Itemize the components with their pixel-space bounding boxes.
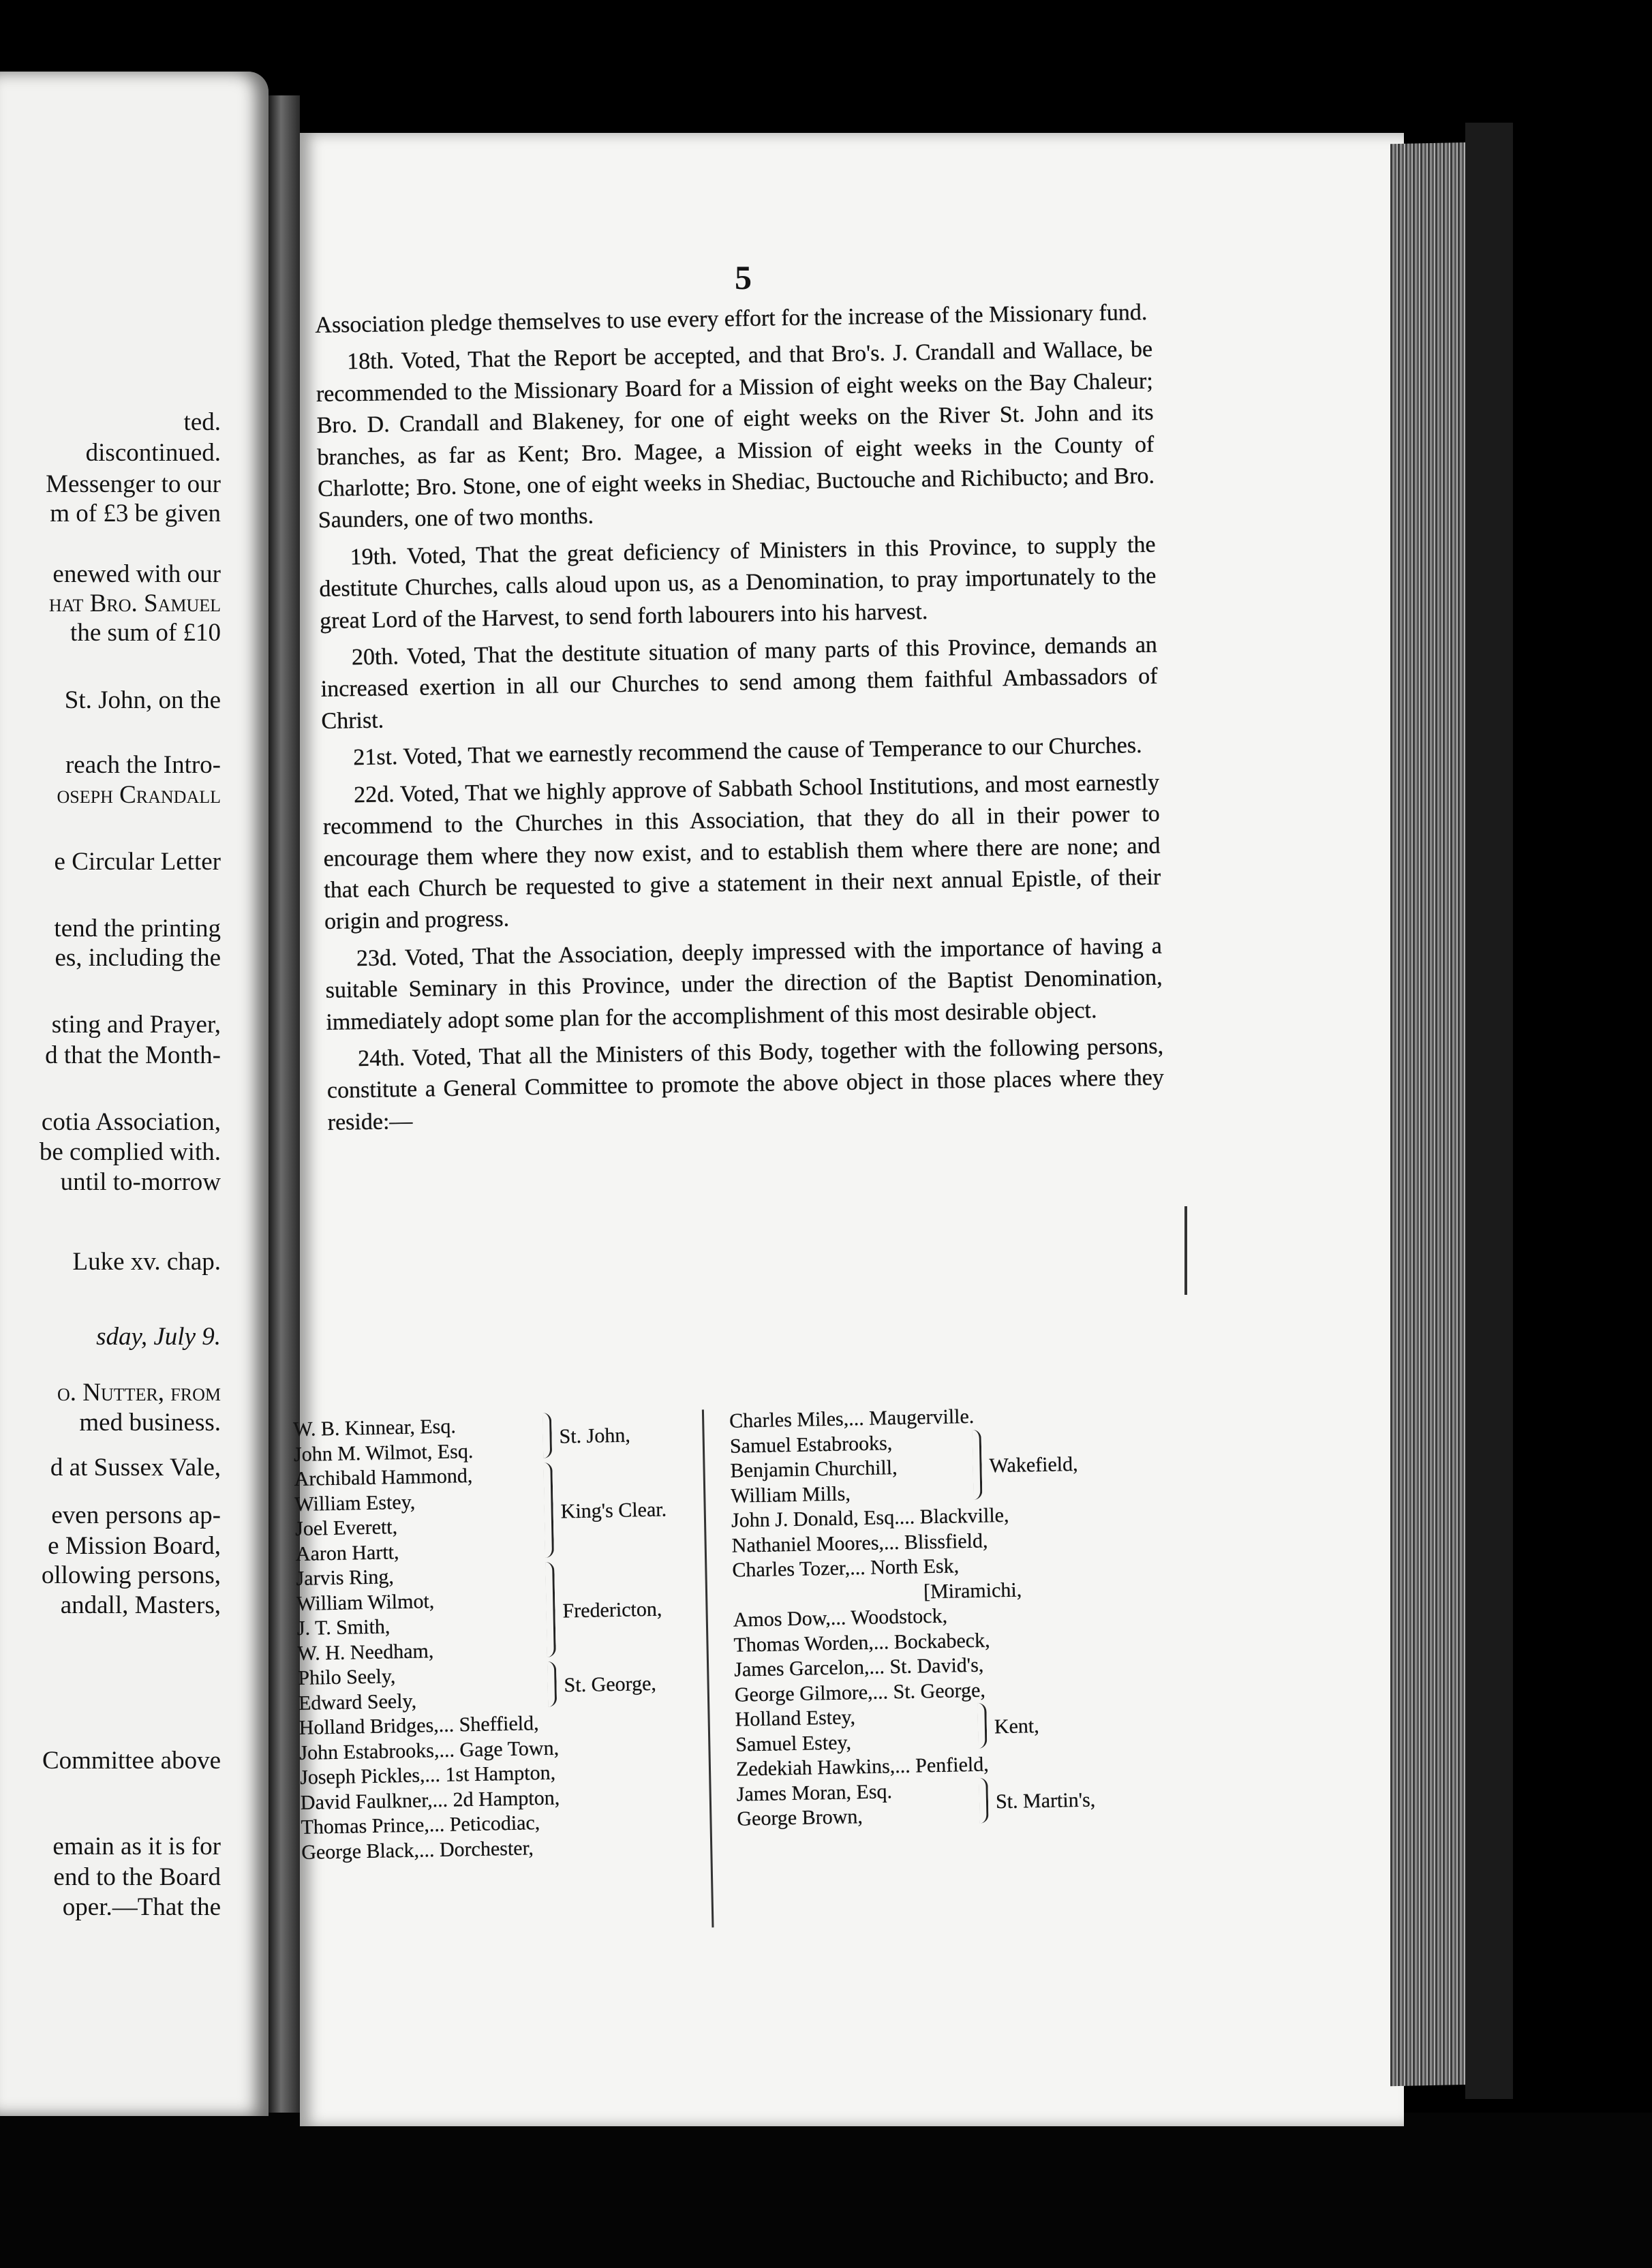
committee-member: J. T. Smith, xyxy=(296,1615,391,1640)
committee-member: Edward Seely, xyxy=(298,1689,417,1715)
left-page-line: o. Nutter, from xyxy=(57,1379,221,1407)
left-page-line: until to-morrow xyxy=(60,1168,221,1196)
committee-group xyxy=(736,1774,1173,1832)
committee-member: W. B. Kinnear, Esq. xyxy=(293,1415,457,1441)
committee-member: James Garcelon,... St. David's, xyxy=(733,1653,984,1681)
committee-place: King's Clear. xyxy=(560,1498,667,1523)
left-page-line: the sum of £10 xyxy=(70,619,221,647)
committee-member: Holland Bridges,... Sheffield, xyxy=(299,1712,539,1739)
left-page-line: m of £3 be given xyxy=(50,500,221,527)
brace xyxy=(973,1429,983,1500)
committee-member: Jarvis Ring, xyxy=(296,1565,395,1590)
left-page-line: oseph Crandall xyxy=(57,781,221,809)
column-divider xyxy=(702,1409,714,1927)
left-page-line: enewed with our xyxy=(52,560,221,588)
left-page-line: sday, July 9. xyxy=(96,1323,221,1351)
committee-member: John Estabrooks,... Gage Town, xyxy=(299,1736,560,1764)
left-page-line: reach the Intro- xyxy=(65,751,221,779)
book-cover-edge xyxy=(1465,123,1513,2099)
resolution-19: 19th. Voted, That the great deficiency of Ministers in this Province, to supply the destitute Churches, calls aloud upon us, as a Denomination, to pray importunately to the great Lord of the Harvest, to send forth labourers into his harvest. xyxy=(319,532,1157,634)
committee-member: Holland Estey, xyxy=(735,1706,856,1731)
brace xyxy=(979,1777,988,1823)
committee-member: Aaron Hartt, xyxy=(295,1540,399,1565)
committee-place: Wakefield, xyxy=(989,1452,1078,1477)
left-page-line: ollowing persons, xyxy=(41,1561,221,1589)
committee-group xyxy=(296,1559,679,1666)
committee-member: Nathaniel Moores,... Blissfield, xyxy=(731,1529,988,1557)
committee-place: Kent, xyxy=(994,1715,1040,1738)
brace xyxy=(543,1462,554,1558)
page-edges xyxy=(1390,142,1472,2087)
committee-member: Philo Seely, xyxy=(298,1665,396,1689)
left-page-line: Committee above xyxy=(42,1747,221,1775)
committee-group xyxy=(731,1500,1169,1608)
left-page-line: e Mission Board, xyxy=(48,1532,221,1560)
left-page-line: Messenger to our xyxy=(46,470,221,498)
margin-mark xyxy=(1184,1206,1187,1295)
committee-member: Joel Everett, xyxy=(294,1516,398,1540)
book-gutter xyxy=(269,95,300,2113)
committee-member: David Faulkner,... 2d Hampton, xyxy=(300,1786,560,1814)
brace xyxy=(542,1413,552,1458)
committee-member: Thomas Prince,... Peticodiac, xyxy=(301,1811,540,1839)
left-page-line: ted. xyxy=(183,408,221,436)
left-page-line: andall, Masters, xyxy=(60,1591,221,1619)
committee-member: Samuel Estabrooks, xyxy=(729,1431,893,1458)
left-page-line: end to the Board xyxy=(53,1863,221,1891)
left-page-line: even persons ap- xyxy=(51,1501,221,1529)
left-page-line: e Circular Letter xyxy=(54,848,221,876)
left-page-line: emain as it is for xyxy=(52,1833,221,1860)
committee-member: George Gilmore,... St. George, xyxy=(734,1679,986,1706)
left-page-line: Luke xv. chap. xyxy=(72,1248,221,1276)
left-page xyxy=(0,72,269,2116)
left-page-line: med business. xyxy=(79,1409,221,1437)
left-page-line: hat Bro. Samuel xyxy=(48,589,221,617)
committee-member: James Moran, Esq. xyxy=(736,1779,893,1806)
resolution-21: 21st. Voted, That we earnestly recommend the cause of Temperance to our Churches. xyxy=(353,733,1142,771)
brace xyxy=(547,1661,557,1707)
committee-member: Thomas Worden,... Bockabeck, xyxy=(733,1628,990,1657)
committee-group xyxy=(298,1659,680,1716)
left-page-line: oper.—That the xyxy=(62,1893,221,1921)
left-page-line: tend the printing xyxy=(54,915,221,943)
resolution-18: 18th. Voted, That the Report be accepted, and that Bro's. J. Crandall and Wallace, be recommended to the Missionary Board for a Mission of eight weeks on the Bay Chaleur; Bro. D. Crandall and Blakeney, for one of eight weeks on the River St. John and its branches, as far as Kent; Bro. Magee, a Mission of eight weeks in the County of Charlotte; Bro. Stone, one of eight weeks in Shediac, Buctouche and Richibucto; and Bro. Saunders, one of two months. xyxy=(316,337,1155,534)
committee-member: Charles Tozer,... North Esk, xyxy=(732,1554,960,1582)
page-number: 5 xyxy=(735,258,752,296)
committee-member: William Mills, xyxy=(731,1482,851,1507)
paragraph-continuation: Association pledge themselves to use every effort for the increase of the Missionary fund. xyxy=(315,299,1148,338)
brace xyxy=(977,1703,987,1749)
resolution-20: 20th. Voted, That the destitute situation of many parts of this Province, demands an increased exertion in all our Churches to send among them faithful Ambassadors of Christ. xyxy=(320,632,1158,734)
committee-place: St. George, xyxy=(564,1672,657,1697)
committee-member: William Estey, xyxy=(294,1490,416,1516)
committee-member: [Miramichi, xyxy=(923,1578,1022,1603)
left-page-line: d that the Month- xyxy=(45,1041,221,1069)
committee-group xyxy=(294,1460,677,1567)
committee-member: John J. Donald, Esq.... Blackville, xyxy=(731,1503,1009,1532)
committee-member: Joseph Pickles,... 1st Hampton, xyxy=(299,1761,556,1789)
committee-member: Archibald Hammond, xyxy=(294,1464,473,1490)
resolution-23: 23d. Voted, That the Association, deeply impressed with the importance of having a suitable Seminary in this Province, under the direction of the Baptist Denomination, immediately adopt some plan for the accomplishment of this most desirable object. xyxy=(325,933,1163,1035)
left-page-line: es, including the xyxy=(55,944,221,972)
brace xyxy=(545,1562,556,1657)
committee-member: W. H. Needham, xyxy=(297,1639,434,1665)
committee-member: John M. Wilmot, Esq. xyxy=(293,1439,474,1466)
committee-member: Charles Miles,... Maugerville. xyxy=(729,1405,975,1432)
committee-group xyxy=(730,1426,1167,1509)
left-page-line: sting and Prayer, xyxy=(51,1011,221,1039)
committee-member: George Brown, xyxy=(737,1805,863,1830)
committee-member: Zedekiah Hawkins,... Penfield, xyxy=(735,1753,990,1781)
committee-member: William Wilmot, xyxy=(296,1589,435,1615)
resolution-22: 22d. Voted, That we highly approve of Sabbath School Institutions, and most earnestly recommend to the Churches in this Association, that they do all in their power to encourage them where they now exist, and to establish them where there are none; and that each Church be requested to give a statement in their next annual Epistle, of their origin and progress. xyxy=(322,769,1161,935)
committee-member: Amos Dow,... Woodstock, xyxy=(733,1604,948,1631)
committee-member: Samuel Estey, xyxy=(735,1730,852,1756)
scan-background xyxy=(0,2113,1652,2268)
committee-member: George Black,... Dorchester, xyxy=(301,1836,534,1864)
committee-place: St. John, xyxy=(559,1424,631,1448)
resolutions-text xyxy=(315,297,1165,1139)
committee-place: Fredericton, xyxy=(562,1597,662,1623)
committee-member: Benjamin Churchill, xyxy=(730,1456,898,1482)
committee-place: St. Martin's, xyxy=(995,1788,1096,1813)
left-page-line: St. John, on the xyxy=(64,686,221,714)
left-page-line: discontinued. xyxy=(85,439,221,467)
left-page-line: cotia Association, xyxy=(41,1108,221,1136)
committee-list xyxy=(293,1400,1176,1962)
committee-group xyxy=(293,1410,675,1467)
committee-group xyxy=(735,1699,1172,1757)
left-page-line: be complied with. xyxy=(39,1138,221,1166)
resolution-24: 24th. Voted, That all the Ministers of this Body, together with the following persons, constitute a General Committee to promote the above object in those places where they reside:— xyxy=(326,1033,1165,1135)
left-page-line: d at Sussex Vale, xyxy=(50,1454,221,1482)
